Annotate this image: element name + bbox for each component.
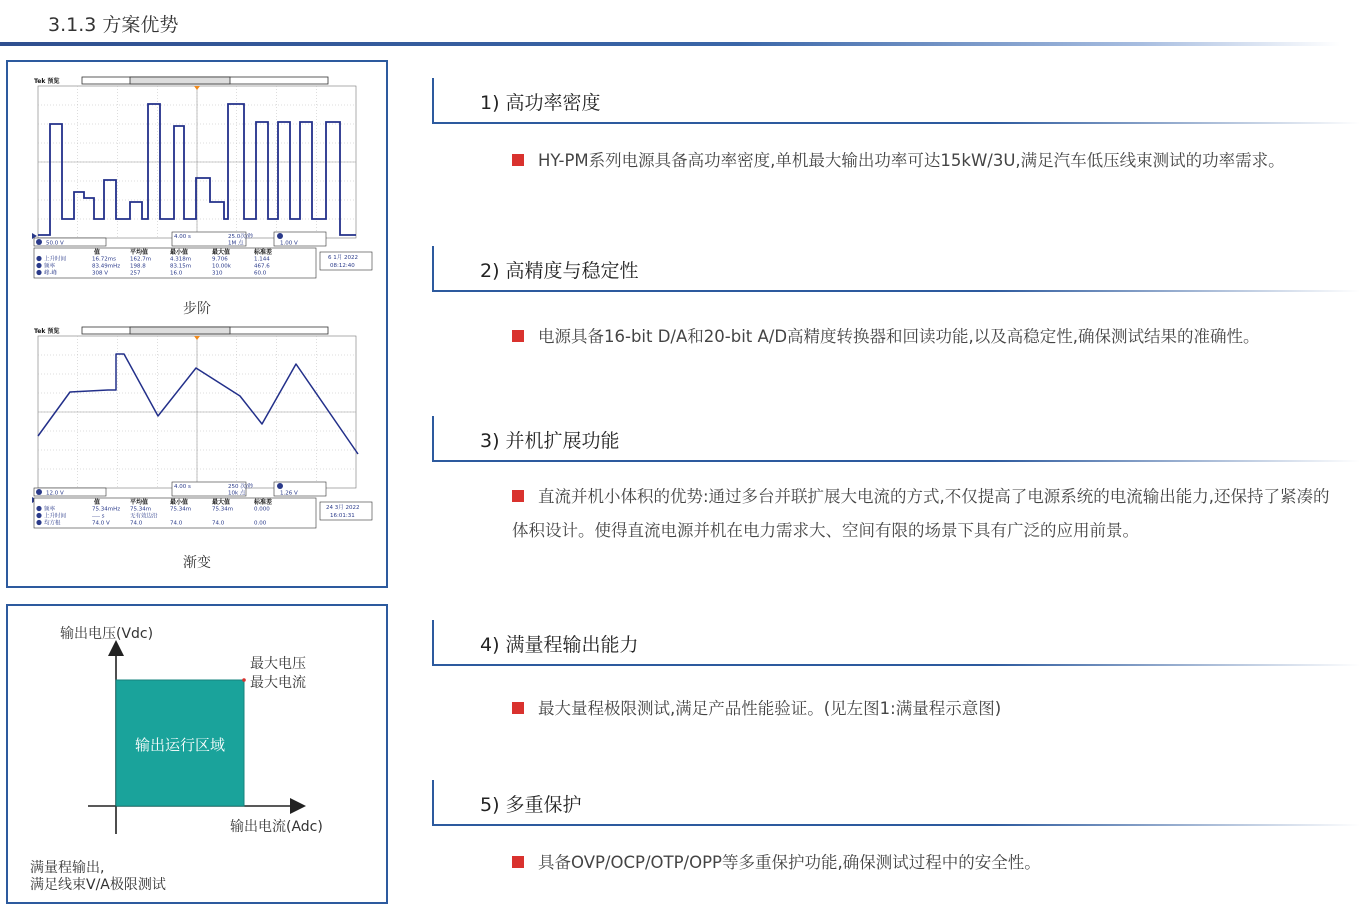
feature-5-heading: [432, 780, 1360, 826]
scope-ramp-h1: 平均值: [130, 499, 149, 506]
scope-ramp-trigger: 1.26 V: [280, 490, 298, 497]
feature-4-body: [512, 692, 1332, 726]
svg-text:74.0: 74.0: [212, 520, 225, 527]
scope-step-svg: [32, 74, 378, 292]
svg-text:75.34m: 75.34m: [130, 506, 152, 513]
svg-text:310: 310: [212, 270, 223, 277]
full-range-diagram: [8, 606, 386, 902]
scope-step-clock: 08:12:40: [330, 263, 355, 269]
svg-text:10.00k: 10.00k: [212, 263, 231, 270]
svg-text:75.34mHz: 75.34mHz: [92, 506, 121, 513]
svg-text:75.34m: 75.34m: [170, 506, 192, 513]
feature-5-text: 具备OVP/OCP/OTP/OPP等多重保护功能,确保测试过程中的安全性。: [538, 853, 1041, 872]
feature-4-number: 4): [480, 634, 500, 656]
svg-text:无有效边沿: 无有效边沿: [130, 513, 158, 520]
full-range-diagram-box: [6, 604, 388, 904]
feature-2-number: 2): [480, 260, 500, 282]
x-axis-label: 输出电流(Adc): [230, 819, 323, 835]
feature-5-number: 5): [480, 794, 500, 816]
svg-text:257: 257: [130, 270, 141, 277]
scope-ramp-record: 10k 点: [228, 490, 246, 497]
ramp-label: 渐变: [183, 555, 211, 571]
scope-ramp-clock: 16:01:31: [330, 513, 355, 519]
svg-text:75.34m: 75.34m: [212, 506, 234, 513]
oscilloscope-figure-box: [6, 60, 388, 588]
scope-step-h0: 值: [94, 249, 101, 256]
scope-step-h1: 平均值: [130, 249, 149, 256]
svg-text:均方根: 均方根: [44, 520, 61, 527]
svg-text:峰-峰: 峰-峰: [44, 270, 57, 277]
feature-2-heading: [432, 246, 1360, 292]
scope-ramp-sample: 250 次/秒: [228, 484, 254, 490]
section-title: 3.1.3 方案优势: [48, 14, 179, 36]
feature-4-title: 满量程输出能力: [505, 634, 639, 656]
bullet-square-icon: [512, 330, 524, 342]
feature-3-heading: [432, 416, 1360, 462]
feature-4-heading: [432, 620, 1360, 666]
scope-ramp-svg: [32, 324, 378, 542]
svg-text:16.72ms: 16.72ms: [92, 256, 116, 263]
feature-2-title: 高精度与稳定性: [505, 260, 639, 282]
range-caption-1: 满量程输出,: [30, 860, 105, 876]
svg-text:60.0: 60.0: [254, 270, 267, 277]
scope-step-date: 6 1月 2022: [328, 255, 358, 261]
svg-text:16.0: 16.0: [170, 270, 183, 277]
feature-5-body: [512, 846, 1332, 880]
scope-step-h3: 最大值: [212, 249, 231, 256]
bullet-square-icon: [512, 490, 524, 502]
scope-ramp-h4: 标准差: [254, 499, 273, 506]
svg-text:308 V: 308 V: [92, 270, 109, 277]
scope-ramp-time: 4.00 s: [174, 484, 191, 490]
step-label: 步阶: [183, 301, 211, 317]
scope-step-ch: 50.0 V: [46, 240, 64, 247]
svg-text:74.0: 74.0: [130, 520, 143, 527]
scope-step-h2: 最小值: [170, 249, 189, 256]
scope-ramp-brand: Tek 预览: [34, 328, 60, 335]
svg-text:上升时间: 上升时间: [44, 513, 67, 520]
scope-ramp-screenshot: [32, 324, 378, 542]
svg-text:198.8: 198.8: [130, 263, 146, 270]
svg-text:0.000: 0.000: [254, 506, 270, 513]
scope-ramp-h0: 值: [94, 499, 101, 506]
svg-text:频率: 频率: [44, 263, 56, 270]
svg-text:162.7m: 162.7m: [130, 256, 152, 263]
max-current-label: 最大电流: [250, 675, 306, 691]
feature-1-text: HY-PM系列电源具备高功率密度,单机最大输出功率可达15kW/3U,满足汽车低压线束测试的功率需求。: [538, 151, 1285, 170]
scope-step-screenshot: [32, 74, 378, 292]
svg-text:83.15m: 83.15m: [170, 263, 192, 270]
svg-text:83.49mHz: 83.49mHz: [92, 263, 121, 270]
scope-ramp-row-1: [36, 512, 158, 520]
bullet-square-icon: [512, 856, 524, 868]
bullet-square-icon: [512, 702, 524, 714]
svg-text:频率: 频率: [44, 506, 56, 513]
bullet-square-icon: [512, 154, 524, 166]
feature-1-heading: [432, 78, 1360, 124]
svg-text:74.0 V: 74.0 V: [92, 520, 110, 527]
feature-3-body: [512, 480, 1332, 548]
feature-3-title: 并机扩展功能: [505, 430, 620, 452]
output-area-label: 输出运行区域: [134, 736, 226, 754]
feature-4-text: 最大量程极限测试,满足产品性能验证。(见左图1:满量程示意图): [538, 699, 1002, 718]
svg-text:上升时间: 上升时间: [44, 256, 67, 263]
range-caption-2: 满足线束V/A极限测试: [30, 877, 166, 893]
max-voltage-label: 最大电压: [250, 656, 306, 672]
scope-step-brand: Tek 预览: [34, 78, 60, 85]
scope-step-sample: 25.0次/秒: [228, 234, 254, 240]
scope-step-h4: 标准差: [254, 249, 273, 256]
title-rule: [0, 42, 1340, 46]
svg-text:0.00: 0.00: [254, 520, 267, 527]
feature-2-text: 电源具备16-bit D/A和20-bit A/D高精度转换器和回读功能,以及高稳定性,确保测试结果的准确性。: [538, 327, 1260, 346]
svg-text:74.0: 74.0: [170, 520, 183, 527]
y-axis-label: 输出电压(Vdc): [60, 626, 154, 642]
feature-3-number: 3): [480, 430, 500, 452]
scope-ramp-h2: 最小值: [170, 499, 189, 506]
scope-ramp-date: 24 3月 2022: [326, 505, 360, 511]
scope-ramp-ch: 12.0 V: [46, 490, 64, 497]
svg-text:---- s: ---- s: [92, 513, 105, 520]
svg-text:9.706: 9.706: [212, 256, 228, 263]
feature-1-title: 高功率密度: [505, 92, 601, 114]
scope-ramp-h3: 最大值: [212, 499, 231, 506]
feature-1-number: 1): [480, 92, 500, 114]
svg-text:467.6: 467.6: [254, 263, 270, 270]
scope-step-time: 4.00 s: [174, 234, 191, 240]
feature-5-title: 多重保护: [505, 794, 582, 816]
feature-1-body: [512, 144, 1332, 178]
svg-text:1.144: 1.144: [254, 256, 270, 263]
feature-2-body: [512, 320, 1332, 354]
svg-text:4.318m: 4.318m: [170, 256, 192, 263]
feature-3-text: 直流并机小体积的优势:通过多台并联扩展大电流的方式,不仅提高了电源系统的电流输出能力,还保持了紧凑的体积设计。使得直流电源并机在电力需求大、空间有限的场景下具有广泛的应用前景。: [512, 487, 1330, 540]
scope-step-trigger: 1.00 V: [280, 240, 298, 247]
max-point-marker: [242, 678, 246, 682]
scope-step-record: 1M 点: [228, 240, 244, 247]
